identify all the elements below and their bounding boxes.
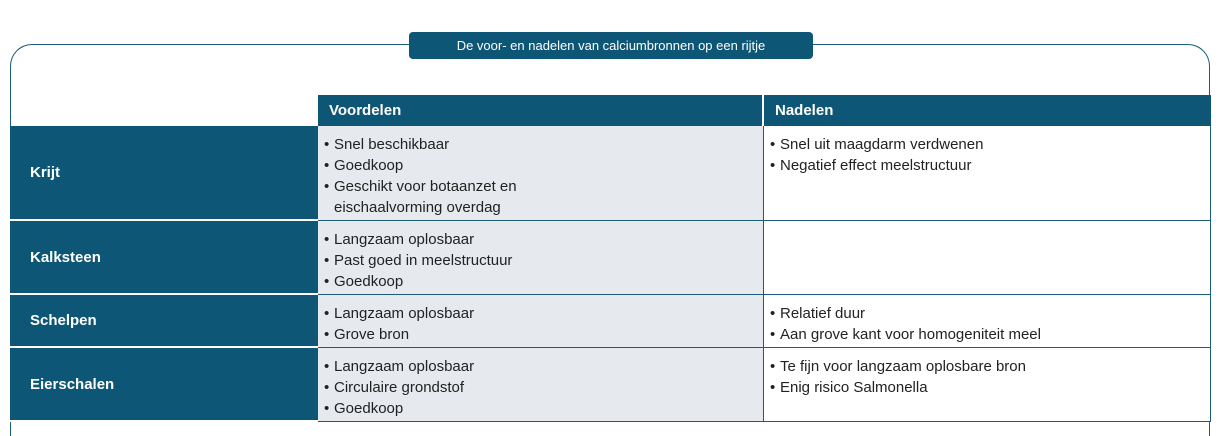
table-row (10, 126, 1211, 221)
list-item: • Negatief effect meelstructuur (770, 155, 1210, 176)
header-nadelen: Nadelen (764, 95, 1211, 126)
voordelen-cell (318, 221, 764, 295)
list-item: • Te fijn voor langzaam oplosbare bron (770, 356, 1210, 377)
voordelen-cell (318, 126, 764, 221)
table-row (10, 221, 1211, 295)
header-row (10, 95, 1211, 126)
voordelen-cell (318, 295, 764, 348)
nadelen-cell (764, 295, 1211, 348)
row-label: Schelpen (10, 295, 318, 348)
list-item: • Circulaire grondstof (324, 377, 763, 398)
list-item: • Enig risico Salmonella (770, 377, 1210, 398)
list-item: • Goedkoop (324, 155, 763, 176)
nadelen-cell (764, 221, 1211, 295)
list-item: • Langzaam oplosbaar (324, 229, 763, 250)
list-item: • Langzaam oplosbaar (324, 356, 763, 377)
table-row (10, 295, 1211, 348)
list-item: • Goedkoop (324, 398, 763, 419)
list-item: • Aan grove kant voor homogeniteit meel (770, 324, 1210, 345)
list-item: • Relatief duur (770, 303, 1210, 324)
table-row (10, 348, 1211, 422)
header-spacer (10, 95, 318, 126)
list-item: • Langzaam oplosbaar (324, 303, 763, 324)
voordelen-cell (318, 348, 764, 422)
list-item: • Snel uit maagdarm verdwenen (770, 134, 1210, 155)
comparison-table (10, 95, 1211, 422)
list-item: • Snel beschikbaar (324, 134, 763, 155)
list-item: • Grove bron (324, 324, 763, 345)
row-label: Krijt (10, 126, 318, 221)
nadelen-cell (764, 348, 1211, 422)
list-item: • Goedkoop (324, 271, 763, 292)
list-item: • Geschikt voor botaanzet en eischaalvorming overdag (324, 176, 564, 218)
header-voordelen: Voordelen (318, 95, 764, 126)
row-label: Kalksteen (10, 221, 318, 295)
list-item: • Past goed in meelstructuur (324, 250, 763, 271)
row-label: Eierschalen (10, 348, 318, 422)
nadelen-cell (764, 126, 1211, 221)
table-title: De voor- en nadelen van calciumbronnen op een rijtje (409, 32, 813, 59)
